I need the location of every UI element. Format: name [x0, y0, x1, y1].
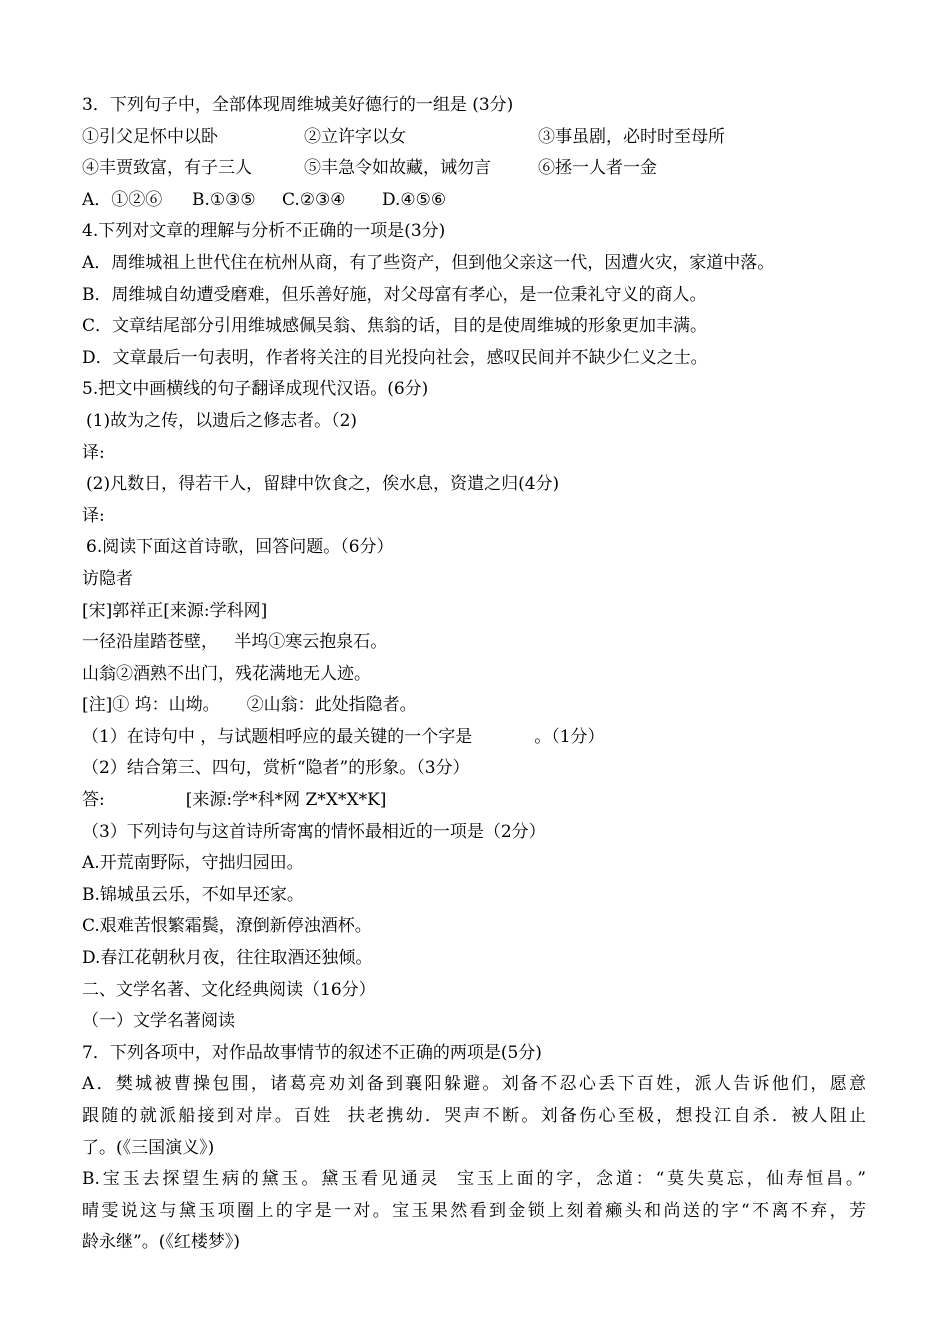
q3-item-1: ①引父足怀中以卧 [82, 126, 218, 147]
q5-sentence-1: (1)故为之传，以遗后之修志者。（2) [86, 410, 358, 431]
q3-item-4: ④丰贾致富，有子三人 [82, 158, 252, 179]
section-2-title: 二、文学名著、文化经典阅读（16分） [82, 979, 376, 1000]
q4-stem: 4.下列对文章的理解与分析不正确的一项是(3分) [82, 221, 446, 242]
q7-option-a-line-2: 跟随的就派船接到对岸。百姓 扶老携幼．哭声不断。刘备伤心至极，想投江自杀．被人阻止 [82, 1106, 866, 1126]
poem-note: [注]① 坞：山坳。 ②山翁：此处指隐者。 [82, 695, 417, 716]
q3-options [82, 185, 866, 217]
q7-option-b-line-1: B.宝玉去探望生病的黛玉。黛玉看见通灵 宝玉上面的字，念道：“莫失莫忘，仙寿恒昌。” [82, 1169, 866, 1190]
q6-option-a: A.开荒南野际，守拙归园田。 [82, 853, 304, 874]
q3-items-row-1 [82, 122, 866, 154]
q4-option-b: B．周维城自幼遭受磨难，但乐善好施，对父母富有孝心，是一位秉礼守义的商人。 [82, 284, 707, 305]
poem-line-2: 山翁②酒熟不出门，残花满地无人迹。 [82, 663, 371, 684]
q7-option-b-line-2: 晴雯说这与黛玉项圈上的字是一对。宝玉果然看到金锁上刻着癞头和尚送的字“不离不弃，芳 [82, 1200, 866, 1221]
q6-option-b: B.锦城虽云乐，不如早还家。 [82, 884, 304, 905]
q3-item-5: ⑤丰急令如故藏，诫勿言 [304, 158, 491, 179]
q3-item-6: ⑥拯一人者一金 [538, 158, 657, 179]
q5-stem: 5.把文中画横线的句子翻译成现代汉语。(6分) [82, 379, 429, 400]
q6-sub-1 [82, 722, 866, 754]
poem-title: 访隐者 [82, 568, 133, 589]
q3-item-3: ③事虽剧，必时时至母所 [538, 126, 725, 147]
q6-option-d: D.春江花朝秋月夜，往往取酒还独倾。 [82, 948, 373, 969]
q6-option-c: C.艰难苦恨繁霜鬓，潦倒新停浊酒杯。 [82, 916, 372, 937]
q4-option-d: D．文章最后一句表明，作者将关注的目光投向社会，感叹民间并不缺少仁义之士。 [82, 347, 708, 368]
q3-items-row-2 [82, 153, 866, 185]
q4-option-a: A．周维城祖上世代住在杭州从商，有了些资产，但到他父亲这一代，因遭火灾，家道中落。 [82, 252, 775, 273]
q5-translation-label-1: 译: [82, 442, 105, 463]
q6-answer-label: 答: [来源:学*科*网 Z*X*X*K] [82, 790, 387, 811]
poem-line-1: 一径沿崖踏苍壁， 半坞①寒云抱泉石。 [82, 632, 388, 653]
q7-option-a-line-3: 了。(《三国演义》) [82, 1137, 215, 1158]
q6-sub-3: （3）下列诗句与这首诗所寄寓的情怀最相近的一项是（2分） [82, 821, 546, 842]
q7-stem: 7．下列各项中，对作品故事情节的叙述不正确的两项是(5分) [82, 1042, 542, 1063]
q7-option-a-line-1: A．樊城被曹操包围，诸葛亮劝刘备到襄阳躲避。刘备不忍心丢下百姓，派人告诉他们，愿意 [82, 1074, 866, 1095]
q3-option-b: B.①③⑤ [192, 189, 256, 210]
poem-author: [宋]郭祥正[来源:学科网] [82, 600, 268, 621]
q6-sub-2: （2）结合第三、四句，赏析“隐者”的形象。（3分） [82, 758, 470, 779]
q3-item-2: ②立许字以女 [304, 126, 406, 147]
q4-option-c: C．文章结尾部分引用维城感佩吴翁、焦翁的话，目的是使周维城的形象更加丰满。 [82, 316, 708, 337]
q6-sub-1-score: 。（1分） [534, 726, 605, 747]
section-2-sub: （一）文学名著阅读 [82, 1011, 235, 1032]
q3-option-c: C.②③④ [282, 189, 346, 210]
q7-option-b-line-3: 龄永继”。(《红楼梦》) [82, 1232, 240, 1253]
q5-sentence-2: (2)凡数日，得若干人，留肆中饮食之，俟水息，资遣之归(4分) [86, 474, 560, 495]
q5-translation-label-2: 译: [82, 505, 105, 526]
q3-option-d: D.④⑤⑥ [382, 189, 447, 210]
q3-option-a: A．①②⑥ [82, 189, 163, 210]
q6-sub-1-text: （1）在诗句中 ，与试题相呼应的最关键的一个字是 [82, 726, 473, 747]
q6-stem: 6.阅读下面这首诗歌，回答问题。（6分） [86, 537, 394, 558]
q3-stem: 3．下列句子中，全部体现周维城美好德行的一组是 (3分) [82, 95, 514, 115]
